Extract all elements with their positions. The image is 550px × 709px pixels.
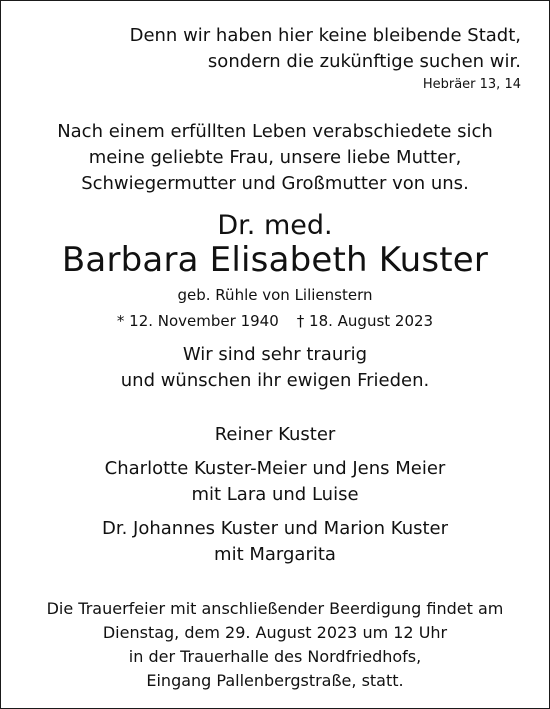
family-member: mit Lara und Luise bbox=[191, 484, 359, 505]
service-line: in der Trauerhalle des Nordfriedhofs, bbox=[128, 647, 422, 666]
service-line: Die Trauerfeier mit anschließender Beerdigung findet am bbox=[46, 599, 504, 618]
intro-line: Schwiegermutter und Großmutter von uns. bbox=[81, 173, 469, 194]
death-date: † 18. August 2023 bbox=[296, 312, 434, 330]
verse-reference: Hebräer 13, 14 bbox=[422, 77, 521, 92]
family-list bbox=[1, 422, 549, 576]
academic-title: Dr. med. bbox=[217, 210, 333, 241]
verse-line: sondern die zukünftige suchen wir. bbox=[207, 51, 521, 72]
intro-line: Nach einem erfüllten Leben verabschiedete sich bbox=[57, 121, 493, 142]
bible-verse bbox=[130, 23, 521, 75]
mourning-text bbox=[1, 342, 549, 394]
service-line: Dienstag, dem 29. August 2023 um 12 Uhr bbox=[102, 623, 448, 642]
family-member: Reiner Kuster bbox=[214, 424, 336, 445]
family-group bbox=[1, 456, 549, 508]
service-line: Eingang Pallenbergstraße, statt. bbox=[146, 671, 404, 690]
funeral-service-info bbox=[1, 597, 549, 693]
verse-line: Denn wir haben hier keine bleibende Stadt, bbox=[129, 25, 521, 46]
birth-name: geb. Rühle von Lilienstern bbox=[177, 286, 373, 304]
family-member: Charlotte Kuster-Meier und Jens Meier bbox=[104, 458, 446, 479]
birth-date: * 12. November 1940 bbox=[116, 312, 279, 330]
life-dates bbox=[1, 311, 549, 331]
deceased-name: Barbara Elisabeth Kuster bbox=[61, 240, 489, 280]
family-member: Dr. Johannes Kuster und Marion Kuster bbox=[101, 518, 449, 539]
mourning-line: Wir sind sehr traurig bbox=[182, 344, 368, 365]
family-member: mit Margarita bbox=[214, 544, 336, 565]
mourning-line: und wünschen ihr ewigen Frieden. bbox=[120, 370, 430, 391]
family-group bbox=[1, 516, 549, 568]
intro-line: meine geliebte Frau, unsere liebe Mutter, bbox=[88, 147, 462, 168]
intro-text bbox=[1, 119, 549, 197]
family-group bbox=[1, 422, 549, 448]
